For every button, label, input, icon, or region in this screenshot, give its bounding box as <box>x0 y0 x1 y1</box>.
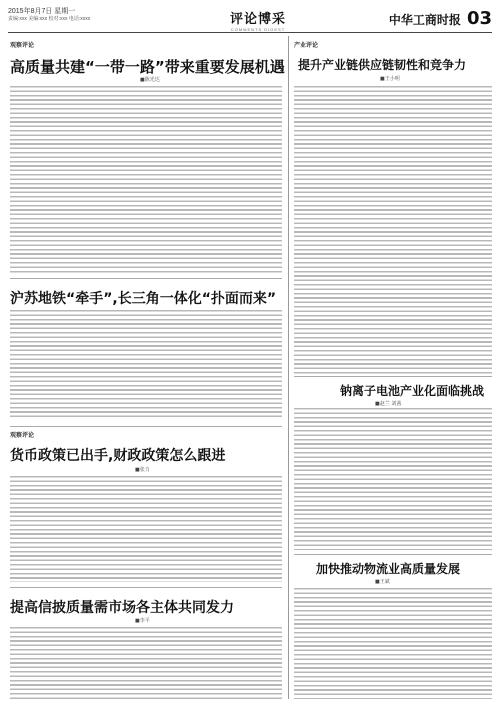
divider <box>294 376 492 377</box>
article-title-supply-chain: 提升产业链供应链韧性和竞争力 <box>298 58 467 72</box>
column-label-observation: 观察评论 <box>10 42 35 49</box>
column-label-industry: 产业评论 <box>294 42 319 49</box>
article-body-disclosure <box>10 627 282 699</box>
article-title-monetary: 货币政策已出手,财政政策怎么跟进 <box>10 448 226 464</box>
article-body-monetary <box>10 476 282 582</box>
article-title-metro: 沪苏地铁“牵手”,长三角一体化“扑面而来” <box>10 291 277 307</box>
section-title: 评论博采 <box>229 12 286 27</box>
section-subtitle: COMMENTS DIGEST <box>230 27 286 32</box>
section-heading <box>226 8 290 32</box>
article-title-belt-road: 高质量共建“一带一路”带来重要发展机遇 <box>10 58 285 76</box>
header-rule <box>8 32 492 33</box>
article-byline-supply-chain: ■王小明 <box>380 76 400 82</box>
page-number: 03 <box>466 8 492 29</box>
divider <box>10 587 282 588</box>
divider <box>10 278 282 279</box>
masthead <box>389 8 492 29</box>
article-body-belt-road <box>10 86 282 274</box>
article-body-metro <box>10 310 282 420</box>
article-byline-disclosure: ■李平 <box>135 618 150 624</box>
column-divider <box>288 36 289 699</box>
divider <box>294 554 492 555</box>
issue-date: 2015年8月7日 星期一 <box>8 8 76 15</box>
column-label-observation-2: 观察评论 <box>10 432 35 439</box>
article-byline-logistics: ■王斌 <box>375 579 390 585</box>
article-body-supply-chain <box>294 86 492 374</box>
article-body-sodium-battery <box>294 408 492 550</box>
article-byline-monetary: ■张力 <box>135 467 150 473</box>
article-title-logistics: 加快推动物流业高质量发展 <box>316 562 461 576</box>
article-byline-belt-road: ■陈光达 <box>140 77 160 83</box>
page-header <box>8 6 492 32</box>
article-title-disclosure: 提高信披质量需市场各主体共同发力 <box>10 600 234 616</box>
article-byline-sodium-battery: ■赵兰 刘茜 <box>375 401 402 407</box>
article-body-logistics <box>294 588 492 699</box>
article-title-sodium-battery: 钠离子电池产业化面临挑战 <box>340 384 485 398</box>
masthead-title: 中华工商时报 <box>388 13 461 27</box>
divider <box>10 426 282 427</box>
page-meta: 责编:xxx 美编:xxx 校对:xxx 电话:xxxx <box>8 16 91 22</box>
